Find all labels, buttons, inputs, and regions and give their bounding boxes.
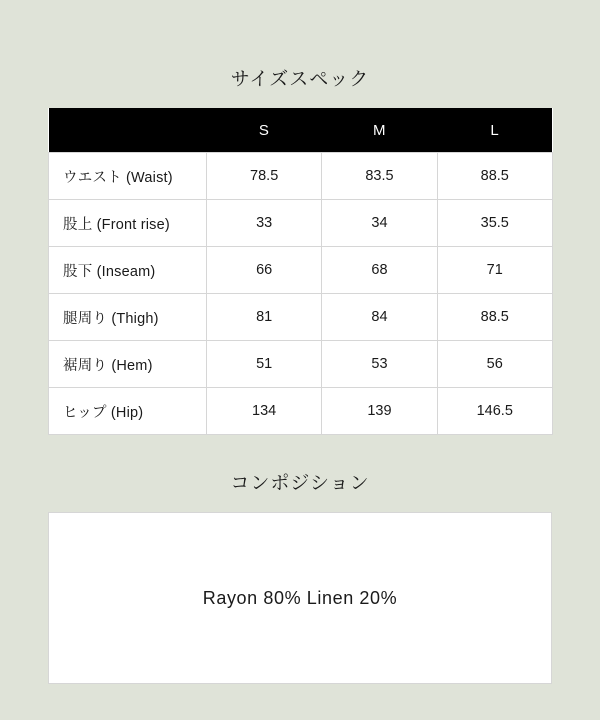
row-label-front-rise: 股上 (Front rise) bbox=[49, 200, 207, 247]
size-spec-table bbox=[48, 108, 553, 435]
cell-inseam-l: 71 bbox=[437, 247, 552, 294]
cell-waist-l: 88.5 bbox=[437, 153, 552, 200]
cell-front-rise-m: 34 bbox=[322, 200, 437, 247]
column-header-s: S bbox=[207, 108, 322, 153]
cell-hip-s: 134 bbox=[207, 388, 322, 435]
cell-hip-m: 139 bbox=[322, 388, 437, 435]
table-body bbox=[49, 153, 553, 435]
size-spec-table-wrapper bbox=[48, 108, 552, 435]
cell-front-rise-s: 33 bbox=[207, 200, 322, 247]
table-header-row bbox=[49, 108, 553, 153]
table-row bbox=[49, 341, 553, 388]
table-row bbox=[49, 388, 553, 435]
table-row bbox=[49, 247, 553, 294]
column-header-measurement bbox=[49, 108, 207, 153]
cell-hip-l: 146.5 bbox=[437, 388, 552, 435]
cell-hem-s: 51 bbox=[207, 341, 322, 388]
table-row bbox=[49, 294, 553, 341]
composition-title: コンポジション bbox=[230, 473, 370, 494]
table-header bbox=[49, 108, 553, 153]
cell-waist-m: 83.5 bbox=[322, 153, 437, 200]
row-label-waist: ウエスト (Waist) bbox=[49, 153, 207, 200]
composition-text: Rayon 80% Linen 20% bbox=[202, 587, 398, 608]
row-label-thigh: 腿周り (Thigh) bbox=[49, 294, 207, 341]
column-header-l: L bbox=[437, 108, 552, 153]
row-label-inseam: 股下 (Inseam) bbox=[49, 247, 207, 294]
cell-waist-s: 78.5 bbox=[207, 153, 322, 200]
table-row bbox=[49, 153, 553, 200]
row-label-hem: 裾周り (Hem) bbox=[49, 341, 207, 388]
table-row bbox=[49, 200, 553, 247]
cell-thigh-m: 84 bbox=[322, 294, 437, 341]
column-header-m: M bbox=[322, 108, 437, 153]
size-spec-title: サイズスペック bbox=[230, 69, 370, 90]
cell-thigh-l: 88.5 bbox=[437, 294, 552, 341]
cell-hem-m: 53 bbox=[322, 341, 437, 388]
cell-inseam-m: 68 bbox=[322, 247, 437, 294]
cell-hem-l: 56 bbox=[437, 341, 552, 388]
composition-box bbox=[48, 512, 552, 684]
cell-inseam-s: 66 bbox=[207, 247, 322, 294]
cell-thigh-s: 81 bbox=[207, 294, 322, 341]
cell-front-rise-l: 35.5 bbox=[437, 200, 552, 247]
row-label-hip: ヒップ (Hip) bbox=[49, 388, 207, 435]
